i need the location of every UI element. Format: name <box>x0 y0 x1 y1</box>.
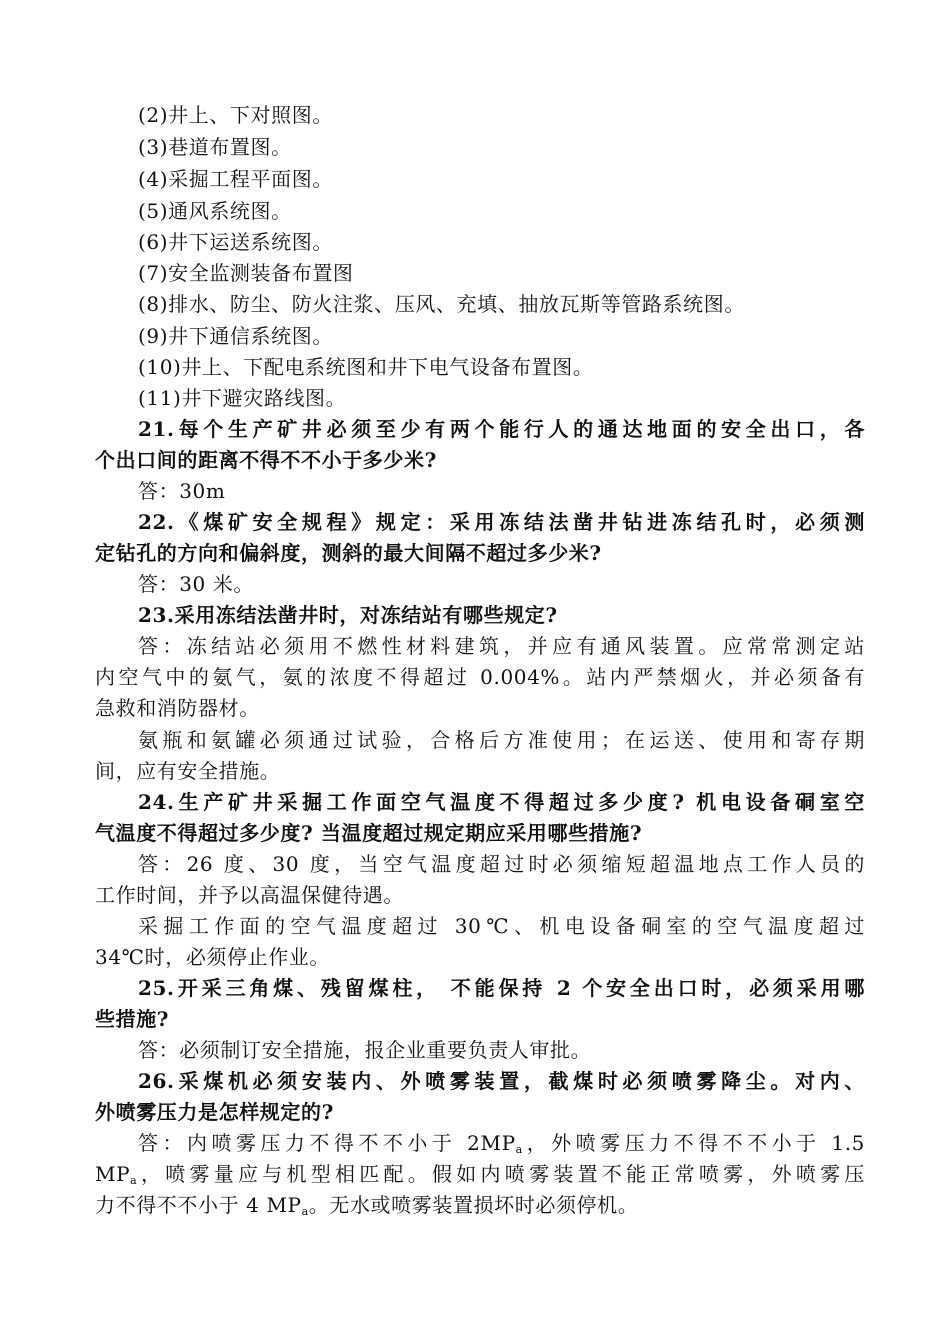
list-item: (4)采掘工程平面图。 <box>138 167 333 191</box>
answer-26-text: 力不得不不小于 4 MP <box>95 1193 302 1217</box>
answer-26-text: 。无水或喷雾装置损坏时必须停机。 <box>308 1193 639 1217</box>
list-item: (10)井上、下配电系统图和井下电气设备布置图。 <box>138 355 594 379</box>
list-item: (8)排水、防尘、防火注浆、压风、充填、抽放瓦斯等管路系统图。 <box>138 292 745 316</box>
answer-24-line-1: 答：26 度、30 度，当空气温度超过时必须缩短超温地点工作人员的 <box>138 852 865 876</box>
answer-22: 答：30 米。 <box>138 572 255 596</box>
question-26-line-1: 26.采煤机必须安装内、外喷雾装置，截煤时必须喷雾降尘。对内、 <box>138 1069 865 1093</box>
list-item: (5)通风系统图。 <box>138 199 292 223</box>
answer-23-line-4: 氨瓶和氨罐必须通过试验，合格后方准使用；在运送、使用和寄存期 <box>138 728 865 752</box>
list-item: (3)巷道布置图。 <box>138 135 292 159</box>
question-22-line-1: 22.《煤矿安全规程》规定：采用冻结法凿井钻进冻结孔时，必须测 <box>138 510 865 534</box>
answer-26-text: 答：内喷雾压力不得不不小于 2MP <box>138 1131 516 1155</box>
list-item: (11)井下避灾路线图。 <box>138 386 347 410</box>
answer-26-text: MP <box>95 1162 131 1186</box>
question-21-line-2: 个出口间的距离不得不不小于多少米? <box>95 448 437 472</box>
question-26-line-2: 外喷雾压力是怎样规定的? <box>95 1100 334 1124</box>
answer-24-line-4: 34℃时，必须停止作业。 <box>95 945 331 969</box>
answer-26-line-3 <box>95 1190 865 1221</box>
answer-23-line-5: 间，应有安全措施。 <box>95 759 281 783</box>
list-item: (6)井下运送系统图。 <box>138 230 333 254</box>
unit-subscript: a <box>301 1205 309 1218</box>
question-21-line-1: 21.每个生产矿井必须至少有两个能行人的通达地面的安全出口，各 <box>138 417 865 441</box>
question-24-line-2: 气温度不得超过多少度? 当温度超过规定期应采用哪些措施? <box>95 821 643 845</box>
answer-23-line-2: 内空气中的氨气，氨的浓度不得超过 0.004%。站内严禁烟火，并必须备有 <box>95 665 865 689</box>
question-25-line-2: 些措施? <box>95 1007 170 1031</box>
question-24-line-1: 24.生产矿井采掘工作面空气温度不得超过多少度? 机电设备硐室空 <box>138 790 865 814</box>
answer-26-text: ，喷雾量应与机型相匹配。假如内喷雾装置不能正常喷雾，外喷雾压 <box>137 1162 865 1186</box>
question-25-line-1: 25.开采三角煤、残留煤柱， 不能保持 2 个安全出口时，必须采用哪 <box>138 976 865 1000</box>
list-item: (9)井下通信系统图。 <box>138 324 333 348</box>
answer-23-line-1: 答：冻结站必须用不燃性材料建筑，并应有通风装置。应常常测定站 <box>138 634 865 658</box>
answer-23-line-3: 急救和消防器材。 <box>95 696 260 720</box>
list-item: (2)井上、下对照图。 <box>138 103 333 127</box>
answer-26-line-1 <box>138 1128 865 1159</box>
list-item: (7)安全监测装备布置图 <box>138 261 354 285</box>
question-23: 23.采用冻结法凿井时，对冻结站有哪些规定? <box>138 603 558 627</box>
unit-subscript: a <box>130 1174 138 1187</box>
answer-26-line-2 <box>95 1159 865 1190</box>
answer-24-line-3: 采掘工作面的空气温度超过 30℃、机电设备硐室的空气温度超过 <box>138 914 865 938</box>
unit-subscript: a <box>515 1143 523 1156</box>
answer-24-line-2: 工作时间，并予以高温保健待遇。 <box>95 883 404 907</box>
answer-26-text: ，外喷雾压力不得不不小于 1.5 <box>522 1131 865 1155</box>
question-22-line-2: 定钻孔的方向和偏斜度，测斜的最大间隔不超过多少米? <box>95 541 602 565</box>
answer-25: 答：必须制订安全措施，报企业重要负责人审批。 <box>138 1038 592 1062</box>
answer-21: 答：30m <box>138 479 226 503</box>
